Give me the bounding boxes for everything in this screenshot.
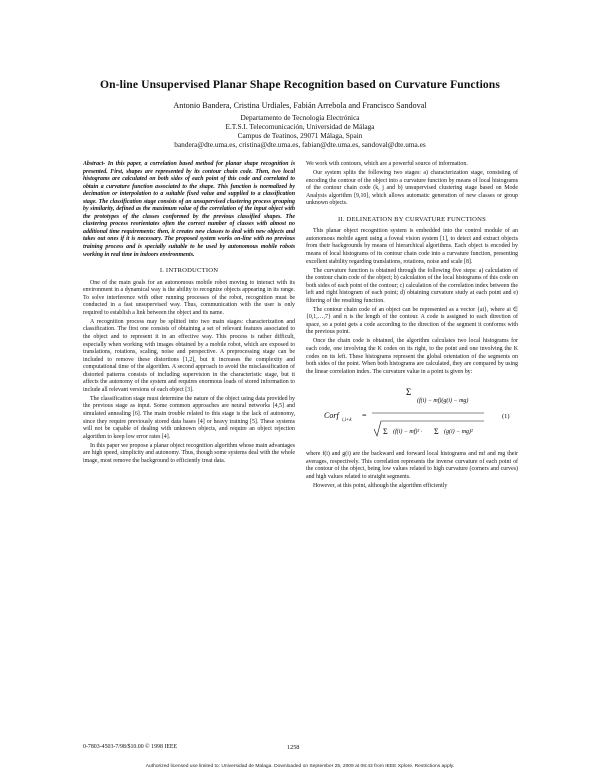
paragraph: The contour chain code of an object can be represented as a vector {ai}, where ai ∈ {0,1,…,7} and n is the length of the contour. A code is assigned to each direction of space, so a point gets a code according to the direction of the segment it conforms with the previous point. [306, 306, 518, 336]
paragraph: However, at this point, although the algorithm efficiently [313, 482, 448, 489]
affiliation-school: E.T.S.I. Telecomunicación, Universidad de Málaga [225, 122, 375, 131]
paragraph: In this paper we propose a planar object recognition algorithm whose main advantages are high speed, simplicity and autonomy. Thus, though some systems deal with the whole image, most remove the background to efficiently treat data. [83, 442, 295, 464]
section-heading-delineation: II. DELINEATION BY CURVATURE FUNCTIONS [338, 215, 486, 223]
sum-symbol: Σ [383, 427, 388, 437]
denominator-term-f: (f(i) − mf)² · [393, 429, 423, 436]
abstract [83, 161, 295, 259]
paragraph: Our system splits the following two stages: a) characterization stage, consisting of encoding the contour of the object into a curvature function by means of local histograms of the contour chain code (k, j and b) unsupervised clustering stage based on Mode Analysis algorithm [9,10], which allows automatic generation of new classes or group unknown objects. [306, 170, 518, 207]
equation-graphic [306, 381, 518, 447]
left-column [83, 161, 295, 467]
paragraph: This planar object recognition system is embedded into the control module of an autonomous mobile agent using a foveal vision system [1], to detect and extract objects from their backgrounds by means of hierarchical algorithms. Each object is encoded by means of local histograms of its contour chain code into a curvature function, presenting excellent stability regarding translations, rotations, noise and scale [8]. [306, 228, 518, 265]
right-column [306, 161, 518, 492]
paragraph: The classification stage must determine the nature of the object using data provided by the previous stage as input. Some common approaches are neural networks [4,5] and simulated annealing [6]. The main trouble related to this stage is the lack of autonomy, since they require previously stored data bases [4] or heavy training [5]. These systems will not be capable of dealing with unknown objects, and require an object rejection algorithm to keep low error rates [4]. [83, 395, 295, 440]
paragraph: The curvature function is obtained through the following five steps: a) calculation of the contour chain code of the object; b) calculation of the local histograms of this code on both sides of each point of the contour; c) calculation of the correlation index between the left and right histogram of each point; d) obtaining curvature study at each point and e) filtering of the resulting function. [306, 267, 518, 304]
affiliation-address: Campus de Teatinos, 29071 Málaga, Spain [237, 131, 363, 140]
section-heading-introduction: I. INTRODUCTION [159, 267, 219, 275]
license-notice: Authorized licensed use limited to: Universidad de Malaga. Downloaded on September 25, 2009 at 08:43 from IEEE Xplore. Restrictions apply. [145, 764, 455, 769]
paragraph: A recognition process may be splitted into two main stages: characterization and classification. The first one consists of obtaining a set of relevant features associated to the object and to represent it in an effective way. This process is rather difficult, especially when working with images obtained by a mobile robot, which are exposed to translations, rotations, scaling, noise and perspective. A preprocessing stage can be included to remove these distortions [1,2], but it increases the complexity and computational time of the algorithm. A second approach to avoid the misclassification of distorted patterns consists of including supervision in the characteristic stage, but it affects the autonomy of the system and requires enormous loads of stored information to include all relevant versions of each object [3]. [83, 318, 295, 393]
equation-1 [306, 381, 518, 447]
affiliation-department: Departamento de Tecnología Electrónica [240, 113, 360, 122]
paragraph: One of the main goals for an autonomous mobile robot moving to interact with its environment in a dynamical way is the ability to recognize objects appearing in its range. To solve interference with other running processes of the robot, recognition must be conducted in a fast unsupervised way. Thus, communication with the user is only required to establish a link between the object and its name. [83, 279, 295, 316]
denominator-term-g: (g(i) − mg)² [444, 429, 473, 436]
abstract-label: Abstract [83, 161, 104, 167]
paper-authors: Antonio Bandera, Cristina Urdiales, Fabián Arrebola and Francisco Sandoval [173, 101, 427, 110]
paper-title: On-line Unsupervised Planar Shape Recognition based on Curvature Functions [100, 78, 500, 91]
equals-sign: = [362, 411, 367, 421]
sum-symbol: Σ [434, 427, 439, 437]
affiliation-emails: bandera@dte.uma.es, cristina@dte.uma.es, fabian@dte.uma.es, sandoval@dte.uma.es [174, 140, 426, 149]
equation-lhs: Corf [324, 411, 339, 421]
paragraph: where f(i) and g(i) are the backward and forward local histograms and mf and mg their averages, respectively. This correlation represents the inverse curvature of each point of the contour of the object, being low values related to high curvature (corners and curves) and high values related to straight segments. [306, 451, 518, 480]
equation-number: (1) [502, 413, 510, 421]
equation-subscript: i,i+k [342, 418, 352, 424]
paragraph: We work with contours, which are a powerful source of information. [306, 161, 468, 167]
numerator-terms: (f(i) − mf)(g(i) − mg) [417, 398, 469, 405]
sum-symbol: Σ [406, 387, 412, 398]
abstract-text: - In this paper, a correlation based method for planar shape recognition is presented. First, shapes are represented by its contour chain code. Then, two local histograms are calculated on both sides of each point of this code and correlated to obtain a curvature function associated to the shape. This function is normalized by decimation or interpolation to a suitable fixed value and supplied to a classification stage. The classification stage consists of an unsupervised clustering process grouping by similarity, defined as the maximum value of the correlation of the input object with the prototypes of the classes conformed by the previous classified shapes. The clustering process reorientates often the correct number of classes with almost no additional time requirements: then, it creates new classes to deal with new objects and takes out ones if it is necessary. The proposed system works on-line with no previous training process and is specially suitable to be used by autonomous mobile robots working in real time in indoors environments. [83, 161, 295, 258]
paragraph: Once the chain code is obtained, the algorithm calculates two local histograms for each code, one involving the K codes on its right, to the point and one involving the K codes on its left. These histograms represent the global orientation of the segments on both sides of the point. When both histograms are calculated, they are compared by using the linear correlation index. The curvature value in a point is given by: [306, 338, 518, 375]
footer-isbn: 0-7803-4503-7/98/$10.00 © 1998 IEEE [83, 744, 178, 750]
page-number: 1258 [287, 744, 300, 751]
